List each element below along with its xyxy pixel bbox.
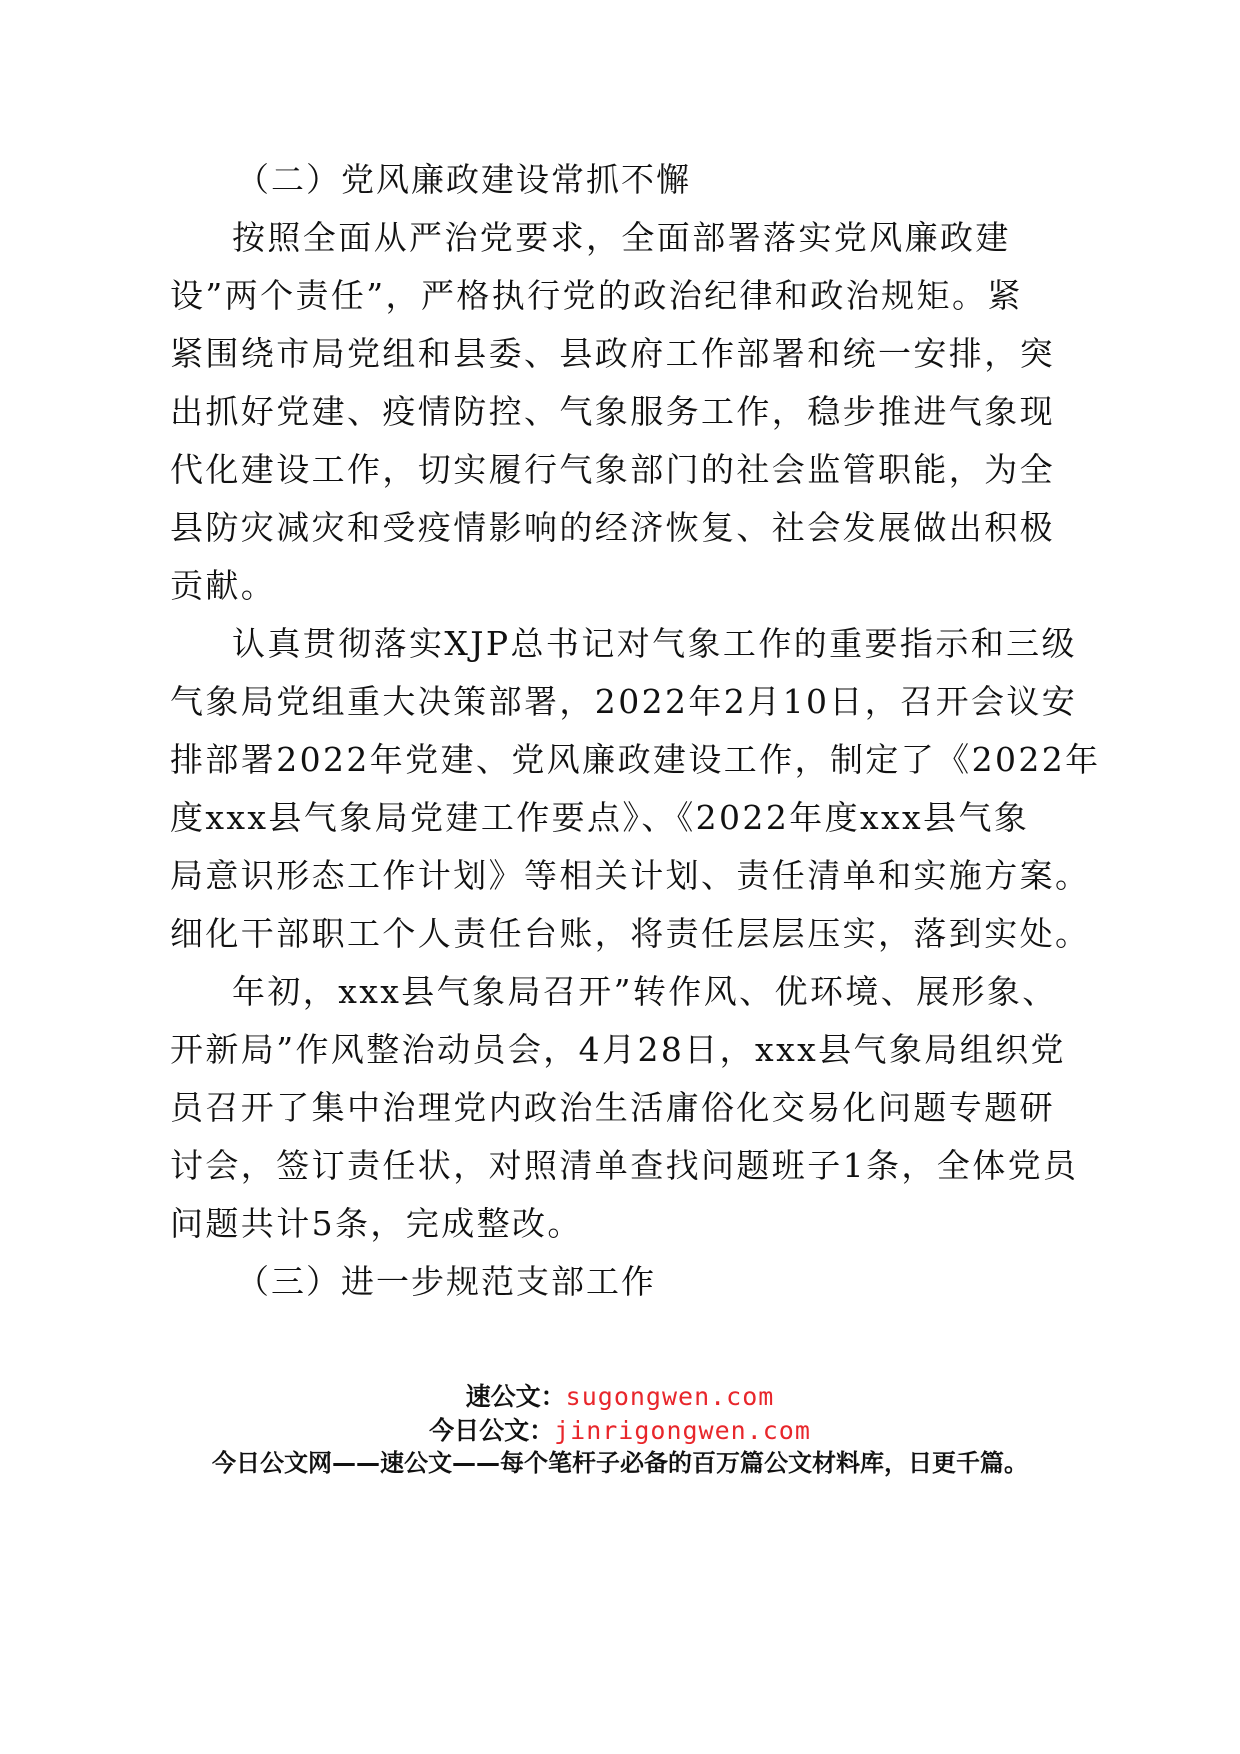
paragraph-line: 开新局”作风整治动员会，4月28日，xxx县气象局组织党 <box>170 1030 1066 1069</box>
footer-site-1 <box>0 1382 1240 1412</box>
paragraph-line: 县防灾减灾和受疫情影响的经济恢复、社会发展做出积极 <box>170 508 1055 547</box>
paragraph-line: 认真贯彻落实XJP总书记对气象工作的重要指示和三级 <box>232 624 1077 663</box>
paragraph-line: 度xxx县气象局党建工作要点》、《2022年度xxx县气象 <box>170 798 1030 837</box>
paragraph-line: 气象局党组重大决策部署，2022年2月10日，召开会议安 <box>170 682 1078 721</box>
section-heading-3: （三）进一步规范支部工作 <box>236 1262 656 1301</box>
paragraph-line: 员召开了集中治理党内政治生活庸俗化交易化问题专题研 <box>170 1088 1055 1127</box>
paragraph-line: 细化干部职工个人责任台账，将责任层层压实，落到实处。 <box>170 914 1091 953</box>
paragraph-line: 出抓好党建、疫情防控、气象服务工作，稳步推进气象现 <box>170 392 1055 431</box>
footer-site-1-label: 速公文： <box>465 1382 566 1411</box>
footer-site-2-link[interactable]: jinrigongwen.com <box>554 1416 811 1445</box>
footer-site-1-link[interactable]: sugongwen.com <box>565 1382 775 1411</box>
paragraph-line: 按照全面从严治党要求，全面部署落实党风廉政建 <box>232 218 1011 257</box>
footer-site-2-label: 今日公文： <box>429 1416 555 1445</box>
section-heading-2: （二）党风廉政建设常抓不懈 <box>236 160 691 199</box>
paragraph-line: 紧围绕市局党组和县委、县政府工作部署和统一安排，突 <box>170 334 1055 373</box>
paragraph-line: 局意识形态工作计划》等相关计划、责任清单和实施方案。 <box>170 856 1091 895</box>
footer-slogan: 今日公文网——速公文——每个笔杆子必备的百万篇公文材料库，日更千篇。 <box>212 1449 1028 1477</box>
paragraph-line: 代化建设工作，切实履行气象部门的社会监管职能，为全 <box>170 450 1055 489</box>
paragraph-line: 问题共计5条，完成整改。 <box>170 1204 583 1243</box>
footer-site-2 <box>0 1416 1240 1446</box>
paragraph-line: 贡献。 <box>170 566 277 605</box>
paragraph-line: 设”两个责任”，严格执行党的政治纪律和政治规矩。紧 <box>170 276 1023 315</box>
paragraph-line: 讨会，签订责任状，对照清单查找问题班子1条，全体党员 <box>170 1146 1079 1185</box>
paragraph-line: 排部署2022年党建、党风廉政建设工作，制定了《2022年 <box>170 740 1101 779</box>
paragraph-line: 年初，xxx县气象局召开”转作风、优环境、展形象、 <box>232 972 1058 1011</box>
